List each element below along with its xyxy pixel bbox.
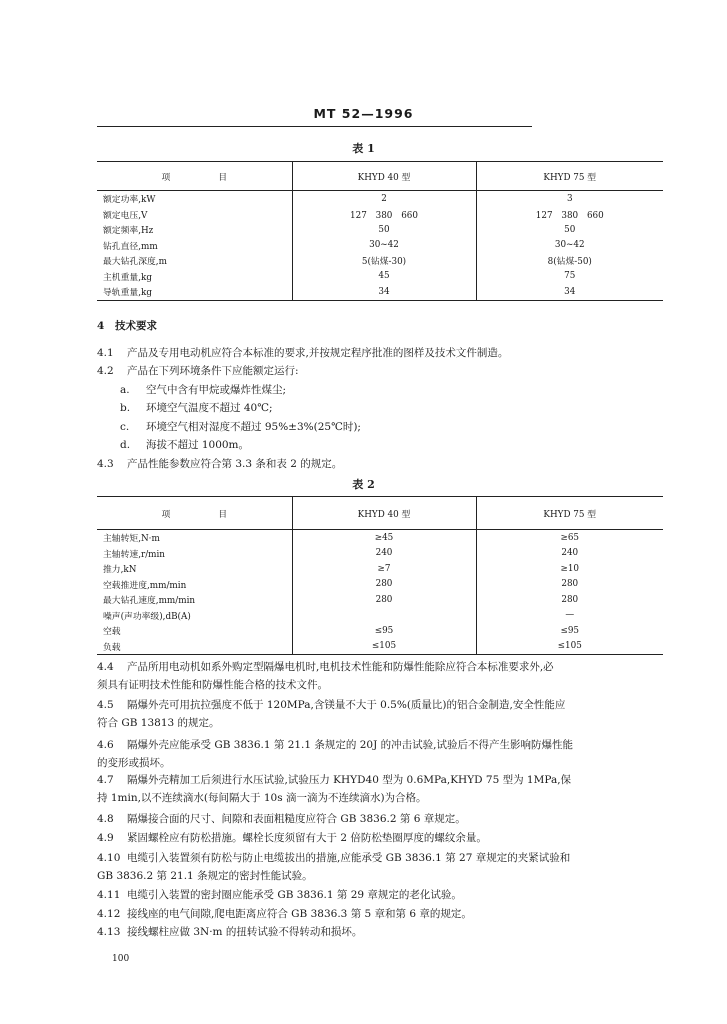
table1-header-item <box>97 162 292 191</box>
list-marker: c. <box>120 421 130 433</box>
clause-4-6 <box>97 737 663 754</box>
header-item-char-b: 目 <box>218 172 228 183</box>
clause-text: 产品性能参数应符合第 3.3 条和表 2 的规定。 <box>127 458 343 470</box>
table1-header-col2: KHYD 75 型 <box>476 162 663 191</box>
clause-4-12 <box>97 906 663 923</box>
row-value-75: 50 <box>476 222 663 238</box>
clause-number: 4.11 <box>97 889 121 901</box>
table-row <box>97 530 663 546</box>
row-item: 额定功率,kW <box>103 195 156 206</box>
clause-number: 4.10 <box>97 852 121 864</box>
clause-text: 接线螺柱应做 3N·m 的扭转试验不得转动和损坏。 <box>127 926 363 938</box>
clause-text: 接线座的电气间隙,爬电距离应符合 GB 3836.3 第 5 章和第 6 章的规定。 <box>127 908 472 920</box>
clause-text-continued: 持 1min,以不连续滴水(每间隔大于 10s 滴一滴为不连续滴水)为合格。 <box>97 792 427 804</box>
clause-4-5 <box>97 697 663 714</box>
standard-code-header: MT 52—1996 <box>313 106 414 121</box>
row-value-75: ≥65 <box>476 530 663 546</box>
table-row <box>97 546 663 562</box>
clause-text: 产品及专用电动机应符合本标准的要求,并按规定程序批准的图样及技术文件制造。 <box>127 347 509 359</box>
table2-header-col2: KHYD 75 型 <box>476 497 663 530</box>
table-row <box>97 284 663 300</box>
table1 <box>97 161 663 301</box>
table-row <box>97 623 663 639</box>
section-title: 技术要求 <box>115 320 157 332</box>
header-item-char-a: 项 <box>161 509 171 520</box>
clause-text-continued: GB 3836.2 第 21.1 条规定的密封性能试验。 <box>97 870 313 882</box>
clause-text: 隔爆外壳可用抗拉强度不低于 120MPa,含镁量不大于 0.5%(质量比)的铝合金制造,安全性能应 <box>127 699 566 711</box>
clause-4-9 <box>97 830 663 847</box>
row-item: 空载 <box>103 627 121 638</box>
row-value-40: 5(钻煤-30) <box>292 253 476 269</box>
row-value-75: 280 <box>476 592 663 608</box>
row-value-40: 30~42 <box>292 238 476 254</box>
clause-4-8 <box>97 811 663 828</box>
row-value-40: ≤95 <box>292 623 476 639</box>
clause-4-10 <box>97 850 663 867</box>
clause-4-7-cont <box>97 790 663 807</box>
table2-header-item <box>97 497 292 530</box>
list-text: 环境空气相对湿度不超过 95%±3%(25℃时); <box>146 421 361 433</box>
row-value-40: ≥7 <box>292 561 476 577</box>
clause-4-11 <box>97 887 663 904</box>
clause-4-13 <box>97 924 663 941</box>
clause-number: 4.1 <box>97 347 114 359</box>
table1-header-col1: KHYD 40 型 <box>292 162 476 191</box>
clause-4-5-cont <box>97 715 663 732</box>
row-value-40: 45 <box>292 269 476 285</box>
clause-text: 隔爆外壳应能承受 GB 3836.1 第 21.1 条规定的 20J 的冲击试验,试验后不得产生影响防爆性能 <box>127 739 573 751</box>
clause-number: 4.3 <box>97 458 114 470</box>
row-value-75: 280 <box>476 577 663 593</box>
clause-text: 电缆引入装置的密封圈应能承受 GB 3836.1 第 29 章规定的老化试验。 <box>127 889 462 901</box>
row-item: 主轴转速,r/min <box>103 549 165 560</box>
row-value-40: 280 <box>292 592 476 608</box>
row-item: 导轨重量,kg <box>97 284 292 300</box>
row-item: 噪声(声功率级),dB(A) <box>103 611 191 622</box>
row-item: 额定频率,Hz <box>103 226 154 237</box>
row-item: 主机重量,kg <box>103 272 152 283</box>
table-row <box>97 269 663 285</box>
table-row <box>97 207 663 223</box>
clause-4-3 <box>97 456 663 473</box>
row-value-75: 30~42 <box>476 238 663 254</box>
row-value-40: 240 <box>292 546 476 562</box>
clause-4-6-cont <box>97 755 663 772</box>
clause-number: 4.13 <box>97 926 121 938</box>
clause-number: 4.4 <box>97 661 114 673</box>
row-value-40: ≥45 <box>292 530 476 546</box>
table2 <box>97 496 663 655</box>
clause-4-4-cont <box>97 677 663 694</box>
row-value-40: 2 <box>292 191 476 207</box>
header-item-char-b: 目 <box>218 509 228 520</box>
row-item: 负载 <box>97 639 292 655</box>
clause-text-continued: 符合 GB 13813 的规定。 <box>97 717 220 729</box>
table1-header-row <box>97 162 663 191</box>
clause-number: 4.2 <box>97 365 114 377</box>
table-row <box>97 608 663 624</box>
table-row <box>97 222 663 238</box>
list-text: 空气中含有甲烷或爆炸性煤尘; <box>146 384 287 396</box>
clause-text: 紧固螺栓应有防松措施。螺栓长度须留有大于 2 倍防松垫圈厚度的螺纹余量。 <box>127 832 487 844</box>
list-item <box>120 437 249 454</box>
header-rule <box>97 126 532 127</box>
row-value-75: 127 380 660 <box>476 207 663 223</box>
clause-text: 电缆引入装置须有防松与防止电缆拔出的措施,应能承受 GB 3836.1 第 27 章规定的夹紧试验和 <box>127 852 571 864</box>
row-value-75: — <box>476 608 663 624</box>
table-row <box>97 592 663 608</box>
row-item: 钻孔直径,mm <box>103 241 158 252</box>
list-marker: d. <box>120 439 131 451</box>
row-item: 最大钻孔速度,mm/min <box>103 596 196 607</box>
table-row <box>97 561 663 577</box>
clause-4-2 <box>97 363 663 380</box>
clause-text: 隔爆外壳精加工后须进行水压试验,试验压力 KHYD40 型为 0.6MPa,KHYD 75 型为 1MPa,保 <box>127 774 572 786</box>
table-row <box>97 639 663 655</box>
table-row <box>97 191 663 207</box>
table2-header-col1: KHYD 40 型 <box>292 497 476 530</box>
clause-4-7 <box>97 772 663 789</box>
table-row <box>97 577 663 593</box>
row-item: 空载推进度,mm/min <box>103 580 187 591</box>
list-item <box>120 419 361 436</box>
row-item: 额定电压,V <box>103 210 148 221</box>
row-value-40: 50 <box>292 222 476 238</box>
row-value-75: ≤105 <box>476 639 663 655</box>
list-text: 海拔不超过 1000m。 <box>146 439 250 451</box>
list-item <box>120 382 286 399</box>
clause-number: 4.7 <box>97 774 114 786</box>
list-marker: a. <box>120 384 130 396</box>
row-value-75: 3 <box>476 191 663 207</box>
row-value-75: 34 <box>476 284 663 300</box>
row-value-75: 8(钻煤-50) <box>476 253 663 269</box>
clause-number: 4.9 <box>97 832 114 844</box>
list-marker: b. <box>120 402 131 414</box>
table-row <box>97 253 663 269</box>
list-text: 环境空气温度不超过 40℃; <box>146 402 273 414</box>
list-item <box>120 400 272 417</box>
row-value-75: 240 <box>476 546 663 562</box>
row-value-40: 34 <box>292 284 476 300</box>
clause-text-continued: 须具有证明技术性能和防爆性能合格的技术文件。 <box>97 679 328 691</box>
row-value-75: 75 <box>476 269 663 285</box>
clause-4-10-cont <box>97 868 663 885</box>
clause-text: 产品所用电动机如系外购定型隔爆电机时,电机技术性能和防爆性能除应符合本标准要求外,必 <box>127 661 554 673</box>
row-item: 最大钻孔深度,m <box>103 257 167 268</box>
row-value-40: ≤105 <box>292 639 476 655</box>
clause-number: 4.12 <box>97 908 121 920</box>
row-item: 主轴转矩,N·m <box>103 534 160 545</box>
clause-number: 4.8 <box>97 813 114 825</box>
table-row <box>97 238 663 254</box>
page-number: 100 <box>112 954 130 964</box>
clause-text-continued: 的变形或损坏。 <box>97 757 171 769</box>
clause-number: 4.5 <box>97 699 114 711</box>
section-number: 4 <box>97 320 105 332</box>
clause-text: 隔爆接合面的尺寸、间隙和表面粗糙度应符合 GB 3836.2 第 6 章规定。 <box>127 813 466 825</box>
table1-title: 表 1 <box>352 142 375 155</box>
section-heading <box>97 318 157 333</box>
row-value-40: 127 380 660 <box>292 207 476 223</box>
clause-text: 产品在下列环境条件下应能额定运行: <box>127 365 299 377</box>
row-value-75: ≥10 <box>476 561 663 577</box>
table2-title: 表 2 <box>352 478 375 491</box>
row-value-40: 280 <box>292 577 476 593</box>
row-item: 推力,kN <box>103 565 137 576</box>
clause-4-1 <box>97 345 663 362</box>
row-value-75: ≤95 <box>476 623 663 639</box>
row-value-40 <box>292 608 476 624</box>
header-item-char-a: 项 <box>161 172 171 183</box>
clause-number: 4.6 <box>97 739 114 751</box>
clause-4-4 <box>97 659 663 676</box>
table2-header-row <box>97 497 663 530</box>
